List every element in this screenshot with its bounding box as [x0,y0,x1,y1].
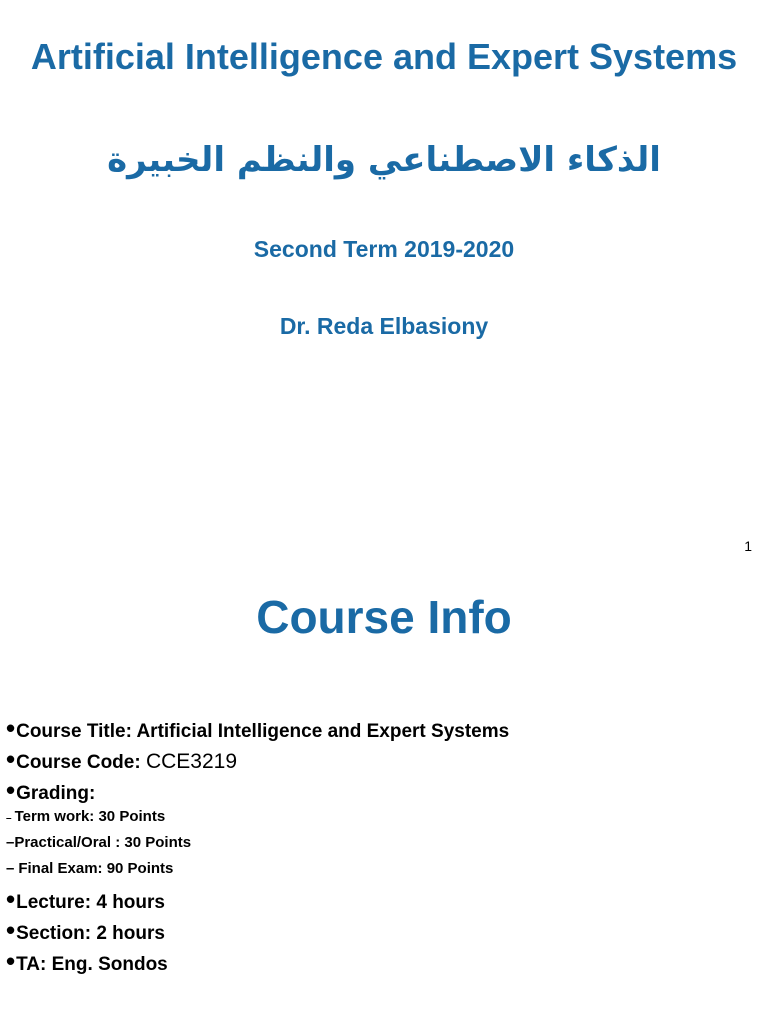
bullet-icon: • [6,915,16,945]
list-item [6,777,509,808]
list-item [6,860,509,886]
course-info-list [6,715,509,979]
ta-text: TA: Eng. Sondos [16,954,168,975]
grading-label: Grading: [16,783,96,804]
dash-icon: – [6,813,12,824]
course-info-title: Course Info [256,591,512,643]
course-code-label: Course Code: [16,752,146,773]
course-title-text: Course Title: Artificial Intelligence and Expert Systems [16,721,510,742]
bullet-icon: • [6,775,16,805]
list-item [6,715,509,746]
bullet-icon: • [6,946,16,976]
list-item [6,746,509,777]
bullet-icon: • [6,884,16,914]
page-number: 1 [744,538,752,554]
list-item [6,886,509,917]
term-work-text: Term work: 30 Points [14,808,166,825]
list-item [6,834,509,860]
section-text: Section: 2 hours [16,923,165,944]
instructor-name: Dr. Reda Elbasiony [279,313,489,339]
list-item [6,948,509,979]
list-item [6,917,509,948]
final-exam-text: Final Exam: 90 Points [18,860,174,877]
dash-icon: – [6,834,15,851]
slide-title: Artificial Intelligence and Expert Systems [30,36,738,77]
course-code-value: CCE3219 [145,750,238,773]
practical-text: Practical/Oral : 30 Points [14,834,192,851]
bullet-icon: • [6,713,16,743]
term-label: Second Term 2019-2020 [253,236,515,262]
lecture-text: Lecture: 4 hours [16,892,165,913]
arabic-title: الذكاء الاصطناعي والنظم الخبيرة [107,140,661,180]
bullet-icon: • [6,744,16,774]
dash-icon: – [6,860,15,877]
list-item [6,808,509,834]
course-info-slide [0,560,768,1024]
